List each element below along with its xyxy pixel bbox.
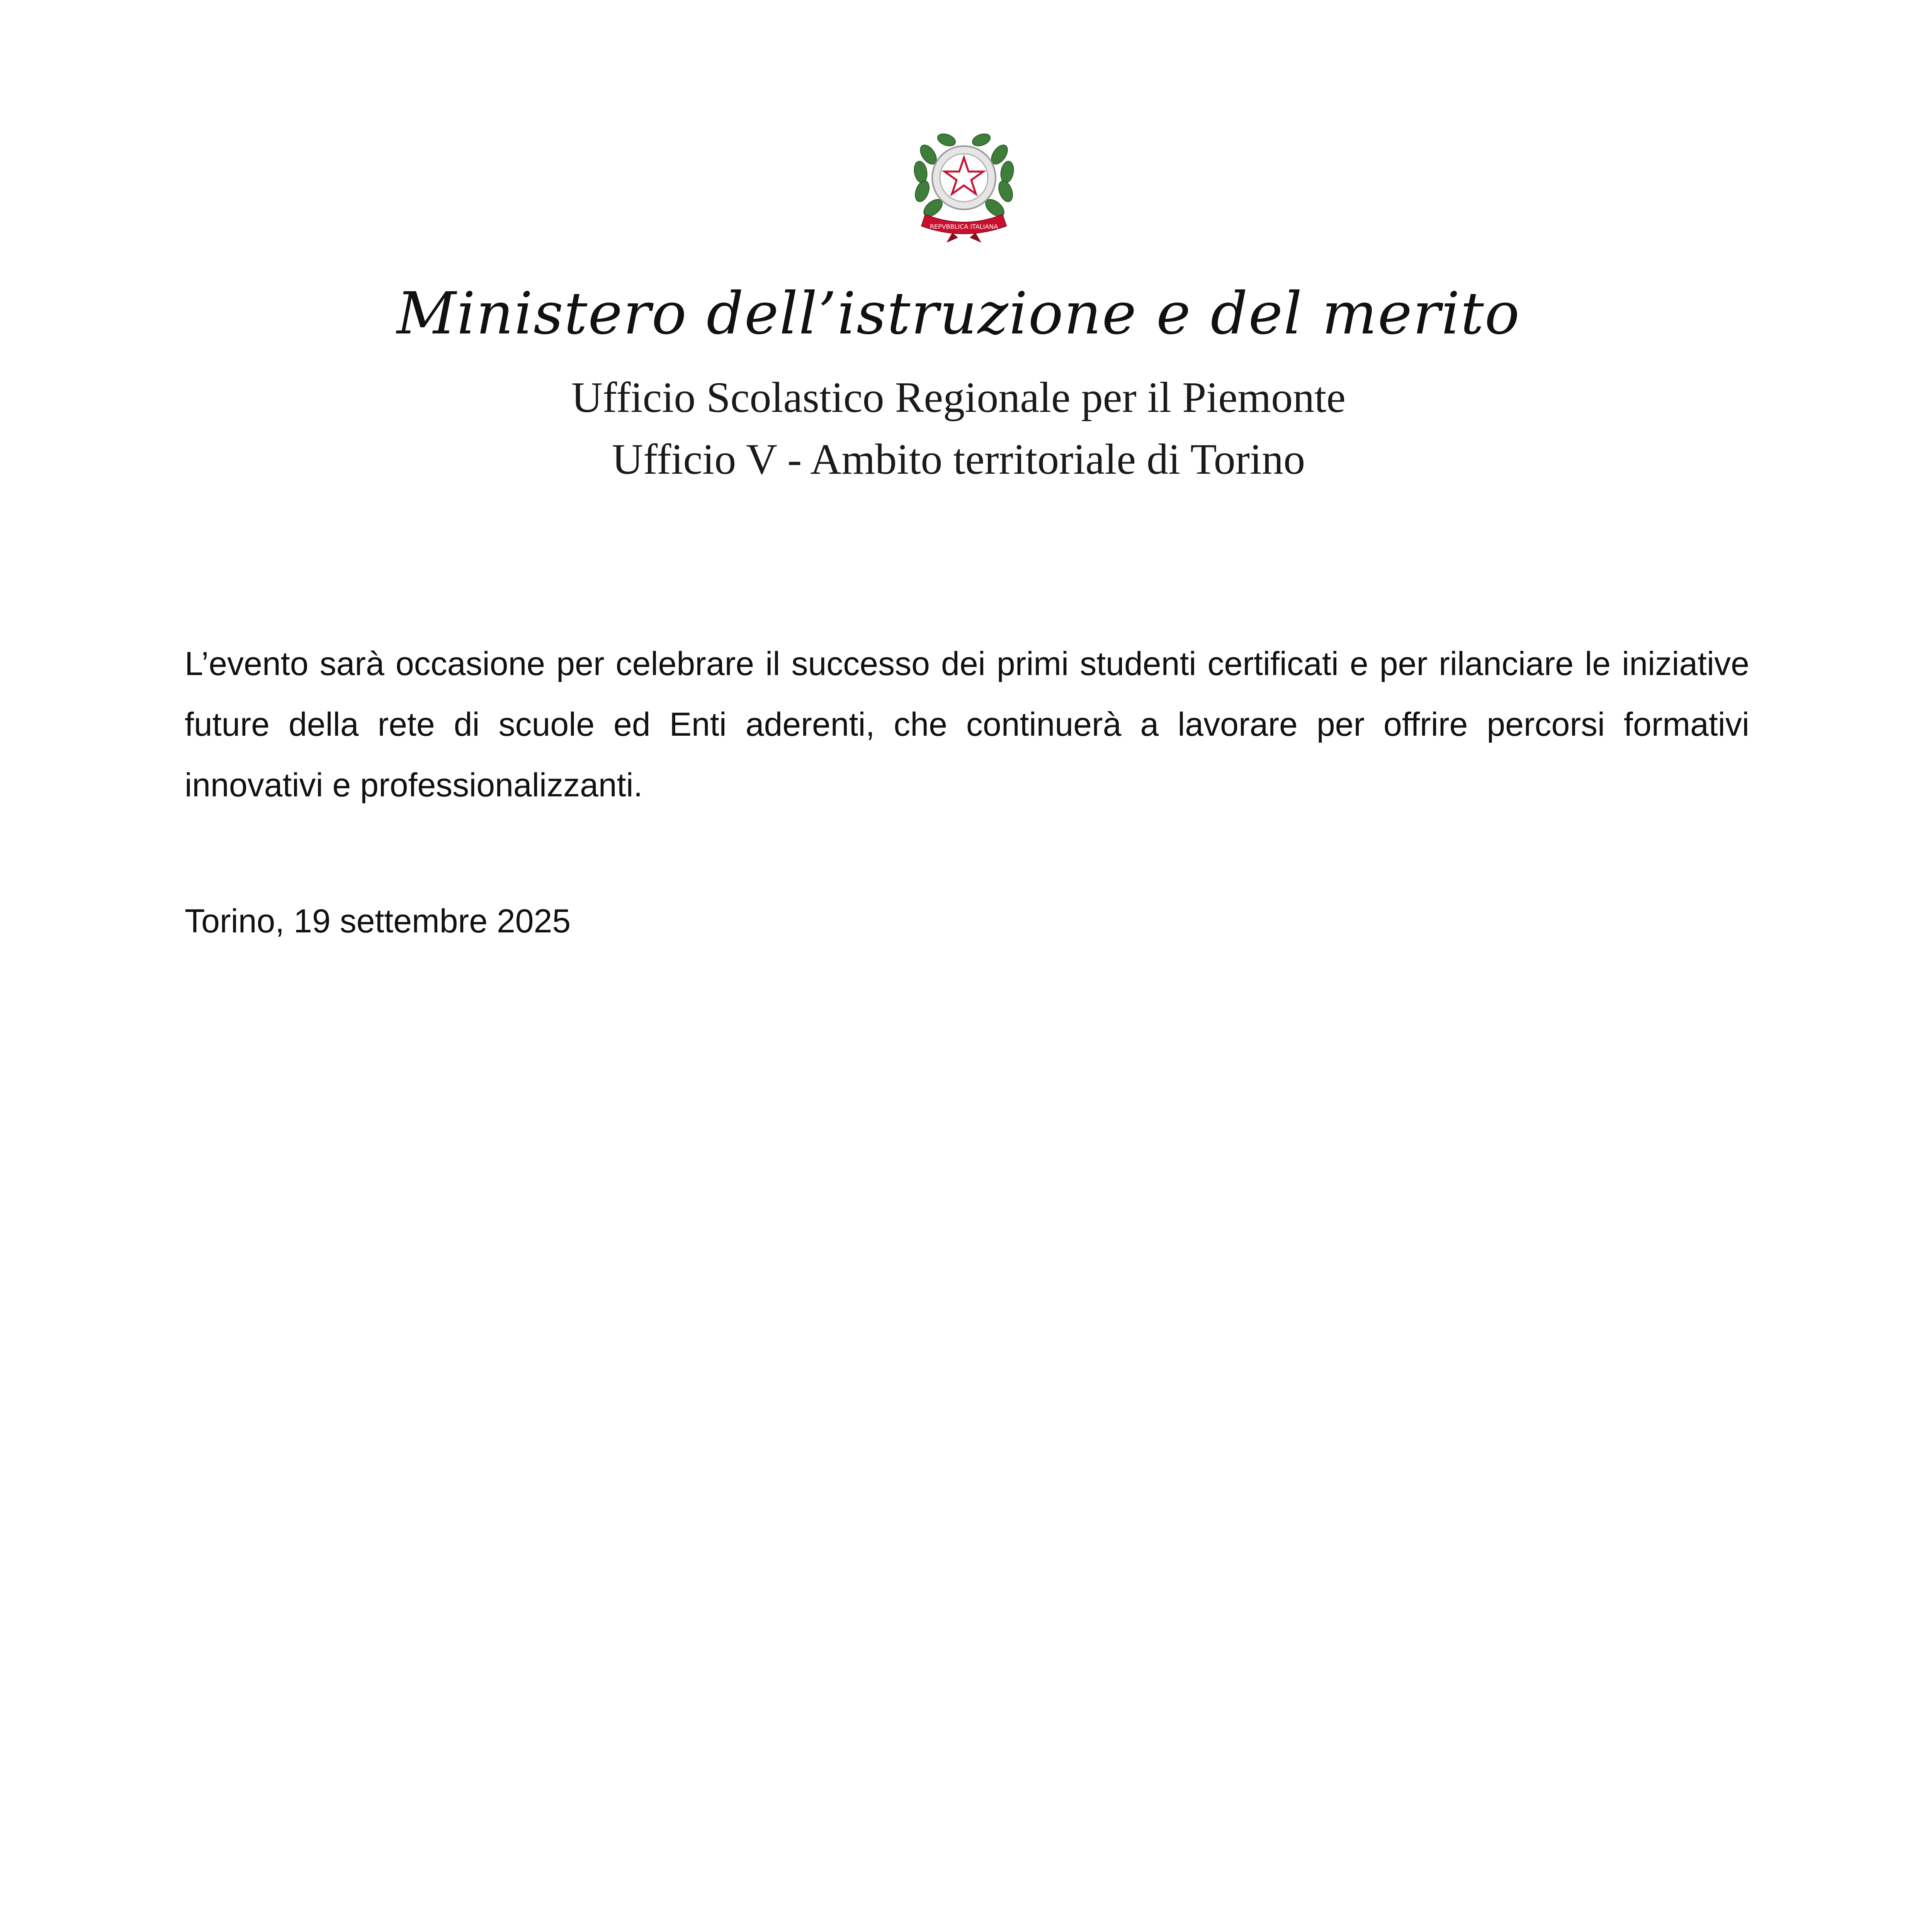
- body-paragraph: L’evento sarà occasione per celebrare il successo dei primi studenti certificati e per rilanciare le iniziative future della rete di scuole ed Enti aderenti, che continuerà a lavorare per offrire percorsi formativi innovativi e professionalizzanti.: [185, 645, 1749, 804]
- date-line: Torino, 19 settembre 2025: [185, 903, 571, 940]
- italian-republic-emblem-icon: [910, 128, 1018, 243]
- svg-text:REPVBBLICA ITALIANA: REPVBBLICA ITALIANA: [930, 223, 998, 230]
- regional-office-line: Ufficio Scolastico Regionale per il Piemonte: [571, 374, 1346, 422]
- territorial-office-line: Ufficio V - Ambito territoriale di Torino: [612, 435, 1305, 483]
- ministry-title: Ministero dell’istruzione e del merito: [396, 280, 1521, 347]
